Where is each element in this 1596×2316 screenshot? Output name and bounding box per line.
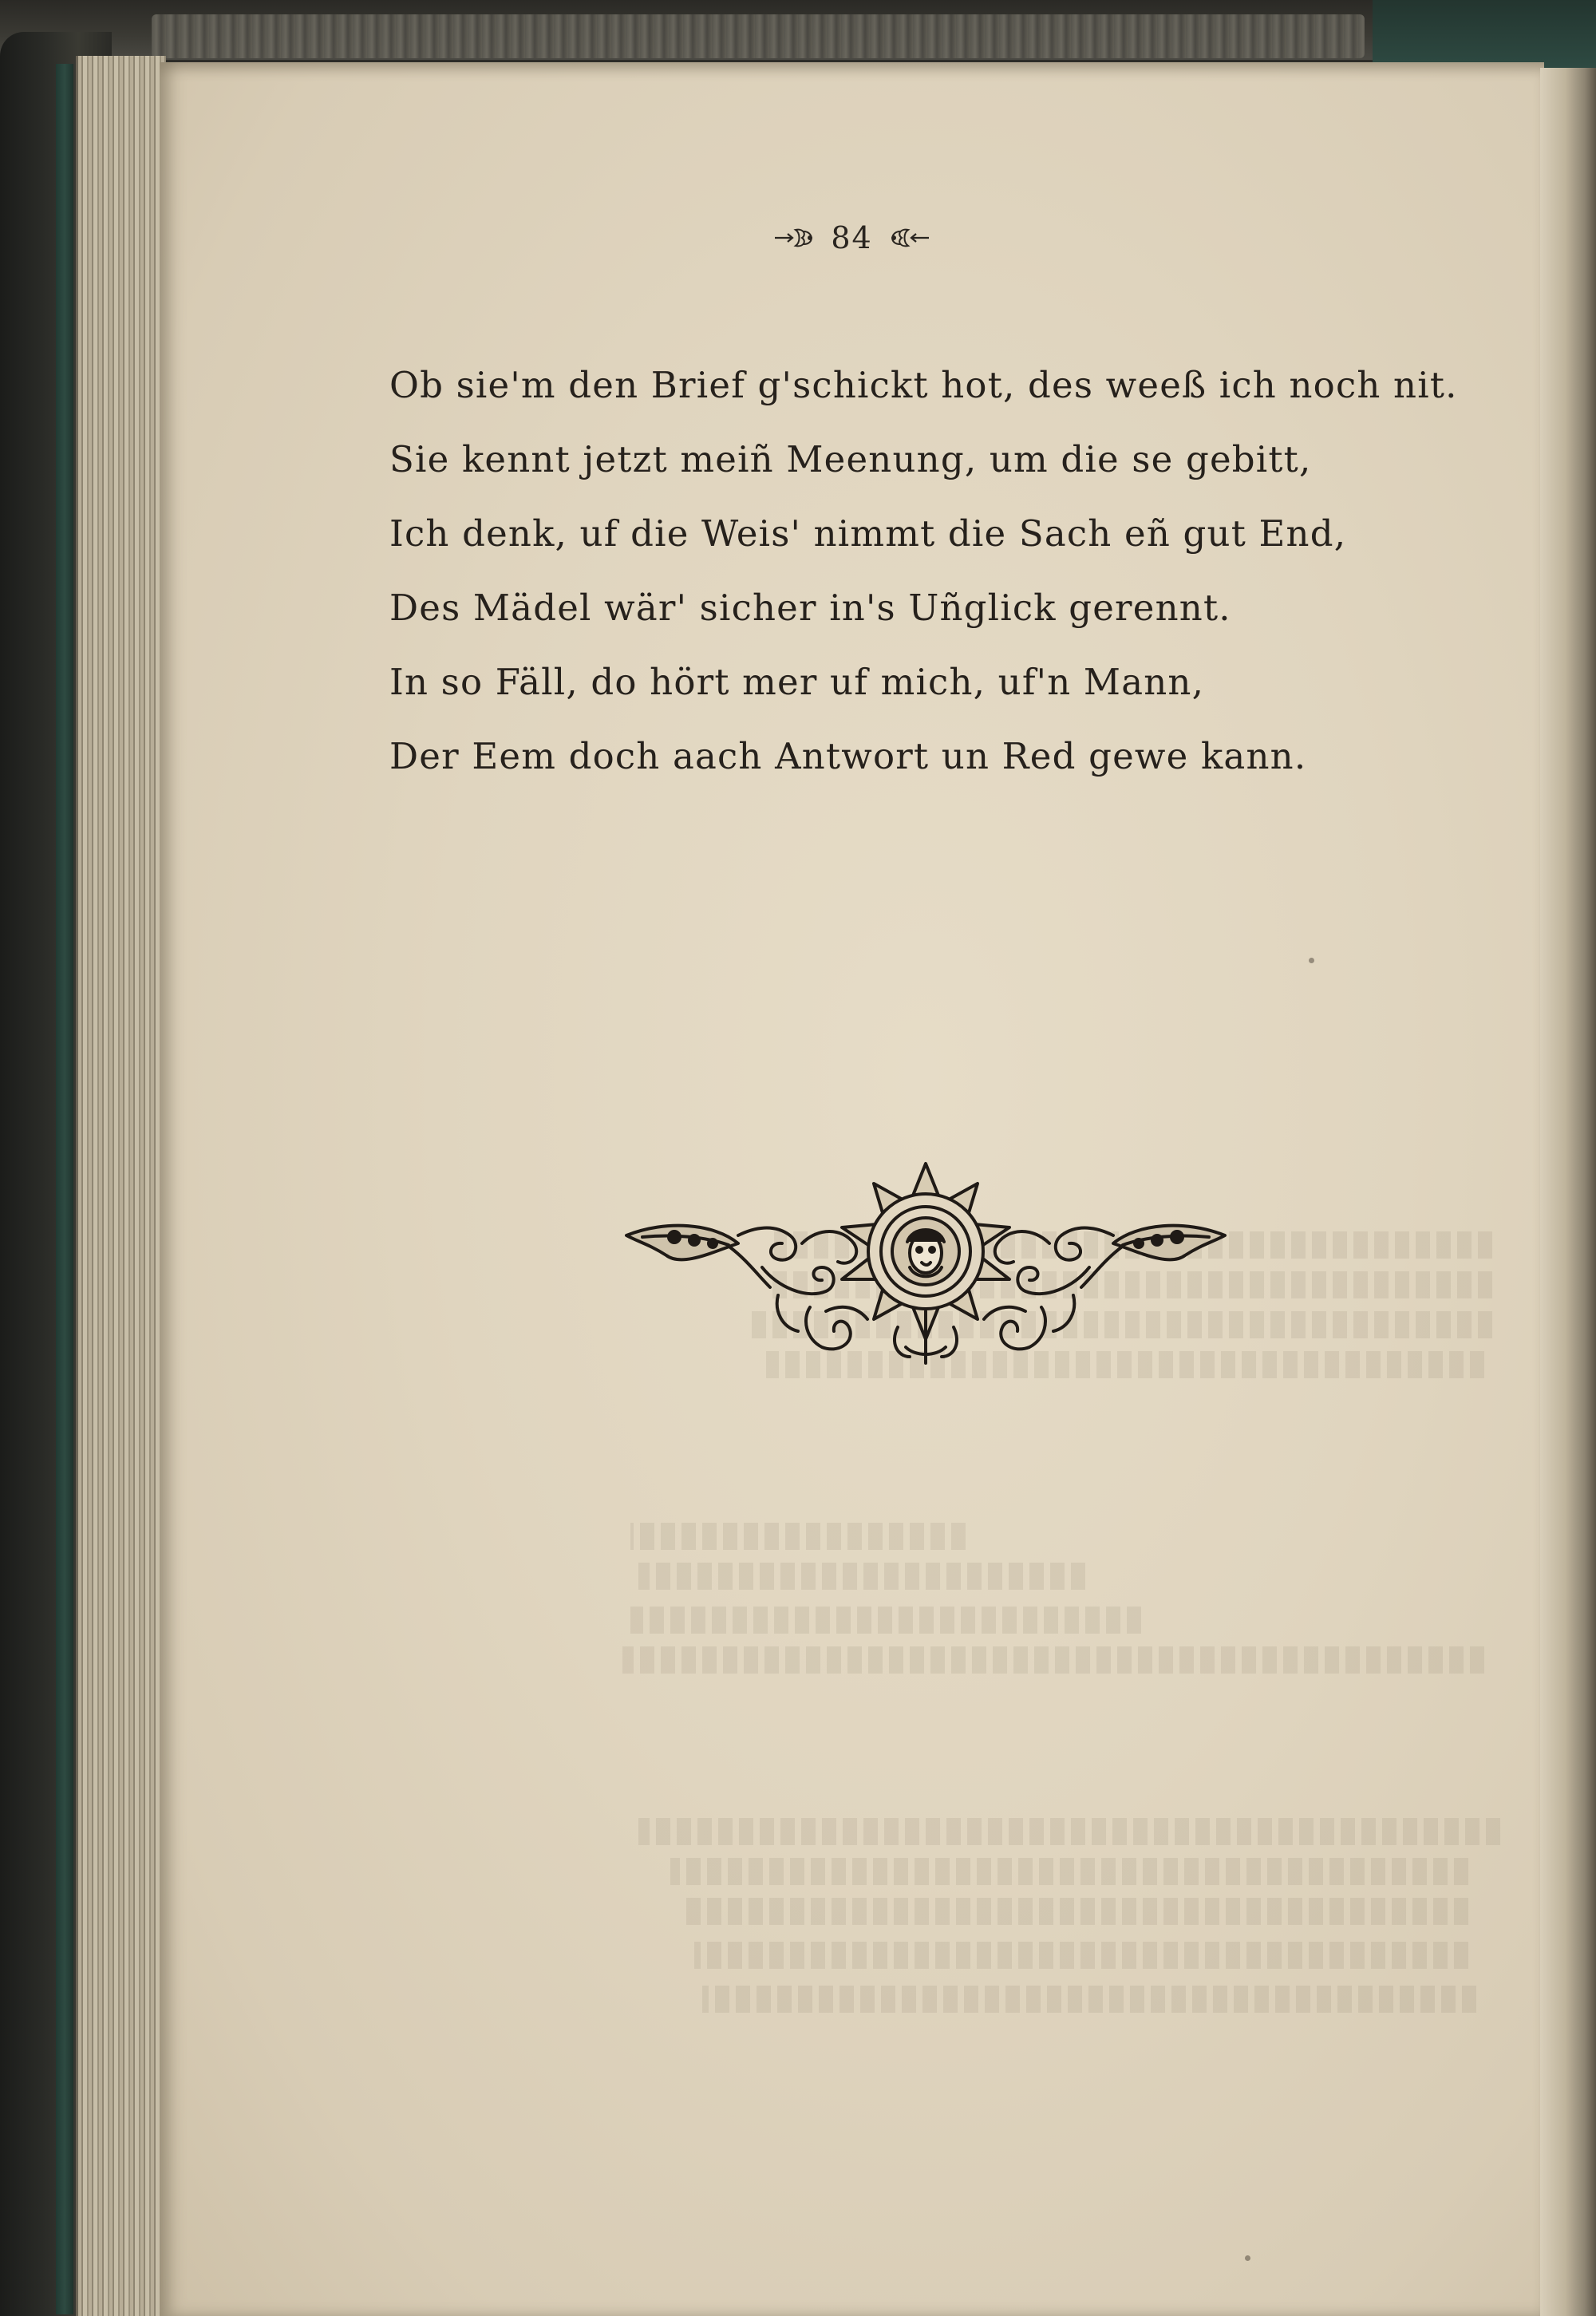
ornament-right-icon bbox=[884, 222, 932, 254]
decorative-vignette-icon bbox=[618, 1148, 1233, 1387]
book-page bbox=[160, 62, 1544, 2316]
poem-stanza bbox=[389, 348, 1547, 793]
facing-page-edge bbox=[152, 14, 1365, 58]
paper-speck bbox=[1309, 958, 1314, 963]
page-header bbox=[160, 220, 1544, 257]
show-through-line bbox=[630, 1607, 1141, 1634]
poem-line: Ich denk, uf die Weis' nimmt die Sach eñ gut End, bbox=[389, 512, 1347, 555]
ornament-left-icon bbox=[772, 222, 820, 254]
cover-edge bbox=[56, 64, 73, 2314]
cover-corner bbox=[1373, 0, 1596, 68]
poem-line: Des Mädel wär' sicher in's Uñglick gerennt. bbox=[389, 587, 1231, 629]
show-through-line bbox=[630, 1523, 966, 1550]
show-through-line bbox=[686, 1898, 1468, 1925]
show-through-line bbox=[702, 1986, 1476, 2013]
show-through-heading bbox=[694, 876, 752, 939]
show-through-line bbox=[694, 1942, 1468, 1969]
show-through-line bbox=[670, 1858, 1468, 1885]
poem-line: In so Fäll, do hört mer uf mich, uf'n Mann, bbox=[389, 661, 1205, 703]
page-stack-edges bbox=[76, 56, 166, 2316]
show-through-line bbox=[638, 1818, 1500, 1845]
poem-line: Sie kennt jetzt meiñ Meenung, um die se gebitt, bbox=[389, 438, 1312, 480]
poem-line: Ob sie'm den Brief g'schickt hot, des weeß ich noch nit. bbox=[389, 364, 1458, 406]
show-through-line bbox=[622, 1646, 1484, 1674]
paper-speck bbox=[1245, 2255, 1250, 2261]
page-number: 84 bbox=[831, 220, 873, 255]
page-right-edge bbox=[1540, 68, 1596, 2316]
show-through-line bbox=[638, 1563, 1085, 1590]
poem-line: Der Eem doch aach Antwort un Red gewe kann. bbox=[389, 735, 1307, 777]
